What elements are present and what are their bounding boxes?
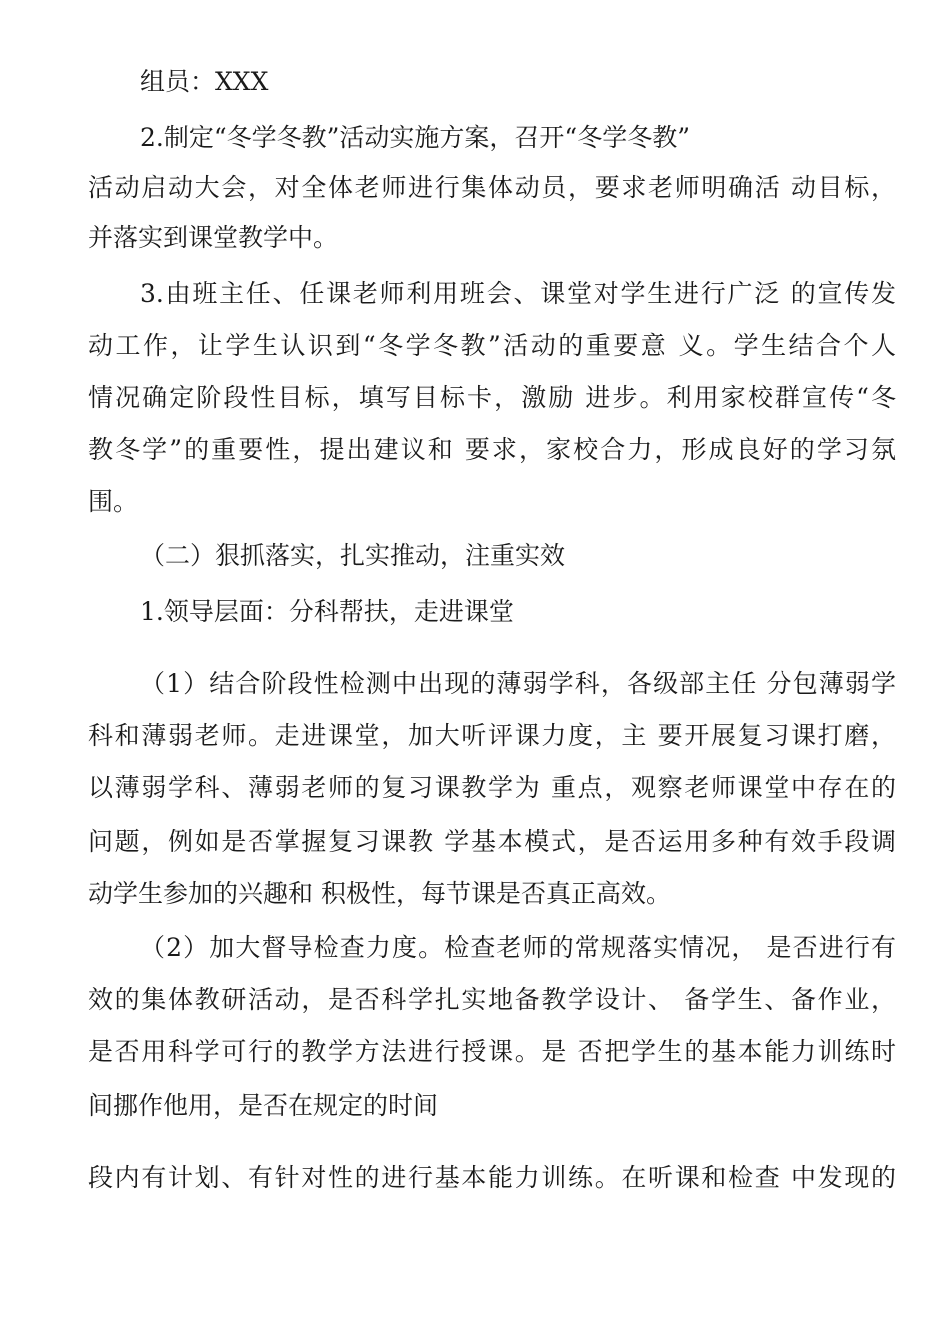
text-line: 问题，例如是否掌握复习课教 学基本模式，是否运用多种有效手段调 [88, 827, 896, 856]
text-line: 间挪作他用，是否在规定的时间 [88, 1091, 439, 1120]
section-heading: （二）狠抓落实，扎实推动，注重实效 [140, 541, 566, 570]
text-line: 动工作，让学生认识到“冬学冬教”活动的重要意 义。学生结合个人 [88, 331, 896, 360]
text-line: 活动启动大会，对全体老师进行集体动员，要求老师明确活 动目标， [88, 173, 896, 202]
text-line-item-1-start: （1）结合阶段性检测中出现的薄弱学科，各级部主任 分包薄弱学 [140, 669, 896, 698]
text-line-members: 组员：XXX [140, 67, 269, 96]
text-line: 是否用科学可行的教学方法进行授课。是 否把学生的基本能力训练时 [88, 1037, 896, 1066]
text-line: 教冬学”的重要性，提出建议和 要求，家校合力，形成良好的学习氛 [88, 435, 896, 464]
text-line-item-2-start: （2）加大督导检查力度。检查老师的常规落实情况， 是否进行有 [140, 933, 896, 962]
text-line: 动学生参加的兴趣和 积极性，每节课是否真正高效。 [88, 879, 671, 908]
text-line: 并落实到课堂教学中。 [88, 223, 339, 252]
text-line: 情况确定阶段性目标，填写目标卡，激励 进步。利用家校群宣传“冬 [88, 383, 896, 412]
text-line-item-2-heading: 2.制定“冬学冬教”活动实施方案，召开“冬学冬教” [140, 123, 690, 152]
subsection-heading: 1.领导层面：分科帮扶，走进课堂 [140, 597, 514, 626]
text-line: 围。 [88, 487, 139, 516]
text-line: 段内有计划、有针对性的进行基本能力训练。在听课和检查 中发现的 [88, 1163, 896, 1192]
text-line: 效的集体教研活动，是否科学扎实地备教学设计、 备学生、备作业， [88, 985, 896, 1014]
text-line: 以薄弱学科、薄弱老师的复习课教学为 重点，观察老师课堂中存在的 [88, 773, 896, 802]
text-line-item-3-start: 3.由班主任、任课老师利用班会、课堂对学生进行广泛 的宣传发 [140, 279, 896, 308]
text-line: 科和薄弱老师。走进课堂，加大听评课力度，主 要开展复习课打磨， [88, 721, 896, 750]
